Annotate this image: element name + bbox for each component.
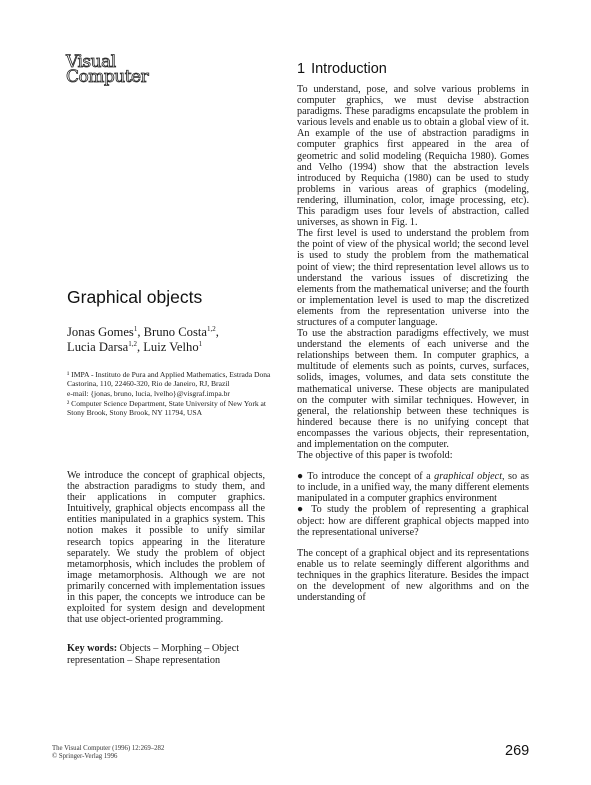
journal-logo [66, 52, 176, 87]
list-item: ● To study the problem of representing a graphical object: how are different graphical objects mapped into the representational universe? [297, 504, 529, 538]
author-list: Jonas Gomes$^1$, Bruno Costa$^{1,2}$, Lucia Darsa$^{1,2}$, Luiz Velho$^1$ [67, 324, 219, 354]
copyright-line: © Springer-Verlag 1996 [52, 753, 118, 760]
article-title: Graphical objects [67, 287, 203, 307]
affiliation: ¹ IMPA - Instituto de Pura and Applied Mathematics, Estrada Dona Castorina, 110, 22460-320, Rio de Janeiro, RJ, Brazil [67, 370, 271, 388]
intro-paragraph: To use the abstraction paradigms effectively, we must understand the elements of each universe and the relationships between them. In computer graphics, a multitude of elements such as points, curves, surfaces, solids, images, volumes, and data sets constitute the mathematical universe. These objects are manipulated on the computer with similar techniques. However, in general, the relationship between these techniques is hindered because there is no unifying concept that encompasses the various objects, their representation, and implementation on the computer. [297, 328, 529, 450]
section-heading [297, 61, 387, 77]
affiliation: ² Computer Science Department, State University of New York at Stony Brook, Stony Brook, NY 11794, USA [67, 399, 267, 417]
abstract-text: We introduce the concept of graphical objects, the abstraction paradigms to study them, and their applications in computer graphics. Intuitively, graphical objects encompass all the entities manipulated in a graphics system. This notion makes it possible to unify similar research topics appearing in the literature separately. We study the problem of object metamorphosis, which includes the problem of image metamorphosis. Although we are not primarily concerned with implementation issues in this paper, the concepts we introduce can be exploited for system design and development that use object-oriented programming. [67, 470, 265, 626]
introduction-body [297, 84, 529, 603]
closing-paragraph: The concept of a graphical object and its representations enable us to relate seemingly different algorithms and techniques in the graphics literature. Besides the impact on the development of new algorithms and on the understanding of [297, 547, 529, 604]
keywords-text: Objects – Morphing – Object representation – Shape representation [67, 643, 240, 666]
journal-logo-line2: Computer [66, 67, 149, 87]
objective-list [297, 471, 529, 538]
keywords-label: Key words: [67, 643, 118, 654]
journal-footer [52, 745, 164, 761]
section-number: 1 [297, 61, 306, 77]
keywords [67, 643, 265, 666]
abstract [67, 470, 265, 625]
intro-paragraph: The objective of this paper is twofold: [297, 450, 453, 462]
citation-line: The Visual Computer (1996) 12:269–282 [52, 745, 165, 752]
intro-paragraph: The first level is used to understand the problem from the point of view of the physical world; the second level is used to study the problem from the mathematical point of view; the third representation level allows us to understand the various issues of discretizing the elements from the mathematical universe; and the fourth or implementation level is used to map the discretized elements from the representation universe into the structures of a computer language. [297, 228, 529, 328]
intro-paragraph: To understand, pose, and solve various problems in computer graphics, we must devise abstraction paradigms. These paradigms encapsulate the problem in various levels and enable us to obtain a global view of it. An example of the use of abstraction paradigms in computer graphics first appeared in the area of geometric and solid modeling (Requicha 1980). Gomes and Velho (1994) show that the abstraction levels introduced by Requicha (1980) can be used to study problems in various areas of graphics (modeling, rendering, illumination, color, image processing, etc). This paradigm uses four levels of abstraction, called universes, as shown in Fig. 1. [297, 84, 529, 229]
section-title: Introduction [311, 61, 387, 77]
affiliations [67, 370, 273, 418]
list-item: ● To introduce the concept of a graphical object, so as to include, in a unified way, the many different elements manipulated in a computer graphics environment [297, 471, 529, 505]
journal-logo-line1: Visual [66, 52, 116, 72]
email-line: e-mail: {jonas, bruno, lucia, lvelho}@visgraf.impa.br [67, 389, 230, 398]
page-number: 269 [505, 743, 530, 759]
